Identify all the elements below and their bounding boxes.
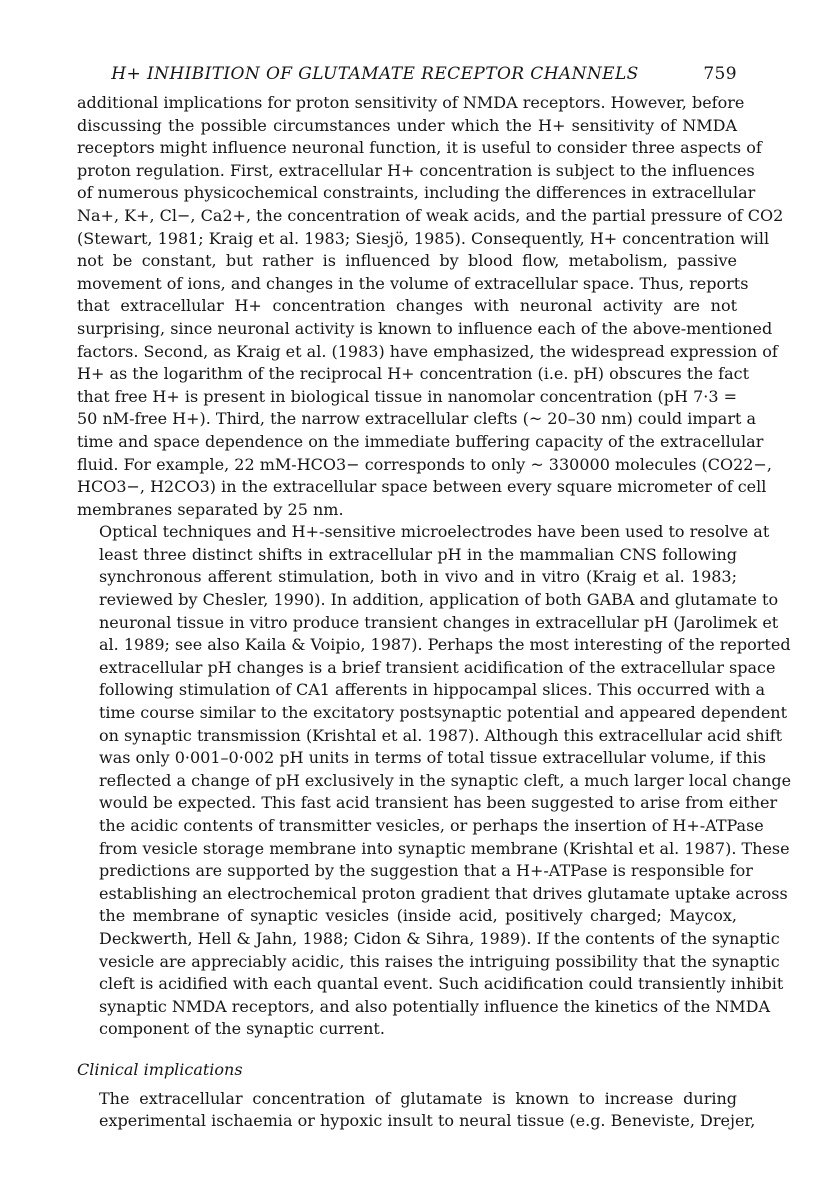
text-line: time and space dependence on the immediate buffering capacity of the extracellular [77, 431, 764, 451]
text-line: membranes separated by 25 nm. [77, 499, 344, 519]
text-line: proton regulation. First, extracellular H+ concentration is subject to the influences [77, 160, 755, 180]
running-title: H+ INHIBITION OF GLUTAMATE RECEPTOR CHANNELS [111, 64, 639, 84]
text-line: movement of ions, and changes in the volume of extracellular space. Thus, reports [77, 273, 749, 293]
text-line: receptors might influence neuronal function, it is useful to consider three aspects of [77, 138, 762, 158]
page-number: 759 [703, 64, 737, 84]
text-line: time course similar to the excitatory postsynaptic potential and appeared dependent [99, 703, 788, 723]
text-line: surprising, since neuronal activity is known to influence each of the above-mentioned [77, 318, 773, 338]
text-line: fluid. For example, 22 mM-HCO3− corresponds to only ~ 330000 molecules (CO22−, [77, 454, 772, 474]
text-line: Optical techniques and H+-sensitive microelectrodes have been used to resolve at [99, 522, 770, 542]
paragraph-2 [77, 521, 792, 1041]
paragraph-1 [77, 92, 784, 521]
text-line: the acidic contents of transmitter vesicles, or perhaps the insertion of H+-ATPase [99, 816, 764, 835]
text-line: component of the synaptic current. [99, 1019, 385, 1039]
text-line: reflected a change of pH exclusively in the synaptic cleft, a much larger local change [99, 770, 792, 790]
section-paragraph [77, 1088, 756, 1133]
text-line: al. 1989; see also Kaila & Voipio, 1987). Perhaps the most interesting of the reported [99, 635, 791, 655]
running-header [77, 64, 737, 92]
text-line: (Stewart, 1981; Kraig et al. 1983; Siesjö, 1985). Consequently, H+ concentration will [77, 228, 770, 248]
text-line: synaptic NMDA receptors, and also potentially influence the kinetics of the NMDA [99, 996, 771, 1016]
text-line: establishing an electrochemical proton gradient that drives glutamate uptake across [99, 883, 788, 903]
text-line: discussing the possible circumstances under which the H+ sensitivity of NMDA [77, 115, 737, 135]
text-line: least three distinct shifts in extracellular pH in the mammalian CNS following [99, 544, 737, 564]
text-line: not be constant, but rather is influenced by blood flow, metabolism, passive [77, 251, 737, 271]
section-heading-clinical-implications: Clinical implications [77, 1059, 243, 1079]
text-line: on synaptic transmission (Krishtal et al. 1987). Although this extracellular acid shift [99, 725, 783, 745]
text-line: was only 0·001–0·002 pH units in terms of total tissue extracellular volume, if this [99, 748, 766, 768]
text-line: synchronous afferent stimulation, both in vivo and in vitro (Kraig et al. 1983; [99, 567, 737, 587]
text-line: following stimulation of CA1 afferents in hippocampal slices. This occurred with a [99, 680, 766, 700]
text-line: the membrane of synaptic vesicles (inside acid, positively charged; Maycox, [99, 906, 737, 926]
text-line: additional implications for proton sensitivity of NMDA receptors. However, before [77, 93, 745, 112]
text-line: HCO3−, H2CO3) in the extracellular space between every square micrometer of cell [77, 477, 767, 497]
text-line: Na+, K+, Cl−, Ca2+, the concentration of weak acids, and the partial pressure of CO2 [77, 205, 784, 225]
text-line: neuronal tissue in vitro produce transient changes in extracellular pH (Jarolimek et [99, 612, 779, 632]
text-line: predictions are supported by the suggestion that a H+-ATPase is responsible for [99, 861, 753, 881]
text-line: of numerous physicochemical constraints, including the differences in extracellular [77, 183, 756, 203]
text-line: experimental ischaemia or hypoxic insult to neural tissue (e.g. Beneviste, Drejer, [99, 1111, 756, 1131]
journal-page [77, 64, 792, 1133]
text-line: factors. Second, as Kraig et al. (1983) have emphasized, the widespread expression of [77, 341, 778, 361]
text-line: reviewed by Chesler, 1990). In addition, application of both GABA and glutamate to [99, 590, 779, 610]
text-line: 50 nM-free H+). Third, the narrow extracellular clefts (~ 20–30 nm) could impart a [77, 409, 757, 429]
text-line: that extracellular H+ concentration changes with neuronal activity are not [77, 296, 737, 316]
text-line: The extracellular concentration of glutamate is known to increase during [99, 1088, 737, 1108]
text-line: Deckwerth, Hell & Jahn, 1988; Cidon & Sihra, 1989). If the contents of the synaptic [99, 928, 780, 948]
text-line: H+ as the logarithm of the reciprocal H+ concentration (i.e. pH) obscures the fact [77, 364, 749, 384]
text-line: vesicle are appreciably acidic, this raises the intriguing possibility that the synaptic [99, 951, 780, 971]
text-line: would be expected. This fast acid transient has been suggested to arise from either [99, 793, 778, 813]
text-line: cleft is acidified with each quantal event. Such acidification could transiently inhibit [99, 974, 784, 994]
article-body [77, 92, 792, 1133]
text-line: extracellular pH changes is a brief transient acidification of the extracellular space [99, 657, 776, 677]
text-line: from vesicle storage membrane into synaptic membrane (Krishtal et al. 1987). These [99, 838, 790, 858]
text-line: that free H+ is present in biological tissue in nanomolar concentration (pH 7·3 = [77, 386, 738, 406]
